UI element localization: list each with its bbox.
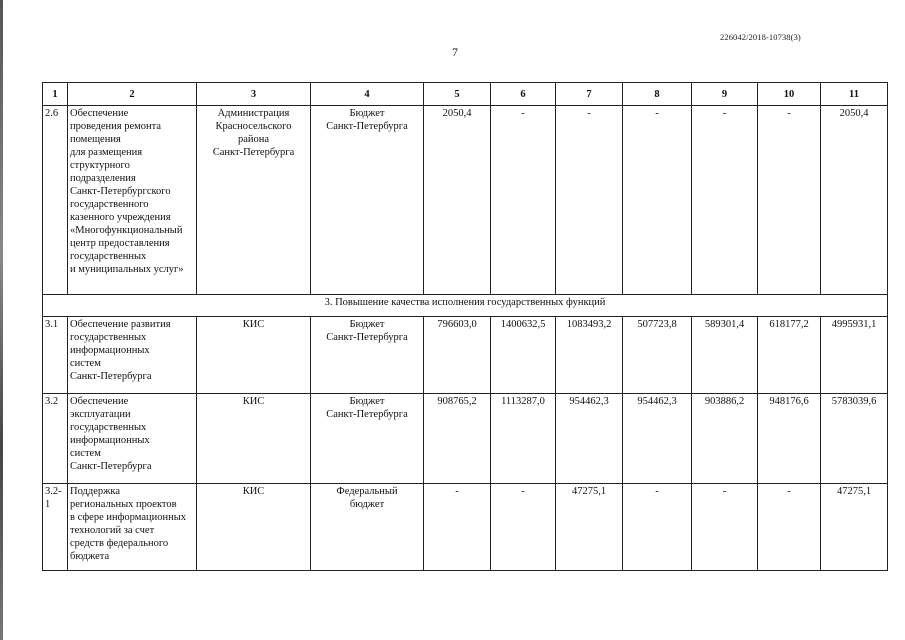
- value-cell: -: [491, 484, 556, 571]
- desc-line: государственных: [70, 332, 147, 343]
- desc-line: помещения: [70, 134, 121, 145]
- value-cell: 1400632,5: [491, 317, 556, 394]
- desc-line: технологий за счет: [70, 525, 155, 536]
- value-cell: 618177,2: [758, 317, 821, 394]
- table-row: [43, 317, 888, 394]
- row-executor: [197, 317, 311, 394]
- desc-line: для размещения: [70, 147, 143, 158]
- desc-line: государственного: [70, 199, 149, 210]
- value-cell: 47275,1: [556, 484, 623, 571]
- data-table: [42, 82, 888, 571]
- col-header: 1: [43, 83, 68, 106]
- col-header: 7: [556, 83, 623, 106]
- value-cell: -: [556, 106, 623, 295]
- desc-line: бюджета: [70, 551, 110, 562]
- row-source: [311, 317, 424, 394]
- value-cell: -: [623, 484, 692, 571]
- row-number: 3.1: [43, 317, 68, 394]
- desc-line: «Многофункциональный: [70, 225, 183, 236]
- desc-line: информационных: [70, 435, 150, 446]
- col-header: 4: [311, 83, 424, 106]
- header-row: [43, 83, 888, 106]
- row-source: [311, 484, 424, 571]
- row-executor: [197, 394, 311, 484]
- value-cell: 1113287,0: [491, 394, 556, 484]
- source-line: Федеральный: [336, 486, 398, 497]
- col-header: 3: [197, 83, 311, 106]
- desc-line: систем: [70, 358, 101, 369]
- executor-line: КИС: [242, 319, 265, 330]
- desc-line: и муниципальных услуг»: [70, 264, 184, 275]
- desc-line: систем: [70, 448, 101, 459]
- desc-line: Санкт-Петербургского: [70, 186, 171, 197]
- value-cell: 2050,4: [424, 106, 491, 295]
- desc-line: подразделения: [70, 173, 136, 184]
- value-cell: -: [692, 106, 758, 295]
- value-cell: -: [692, 484, 758, 571]
- row-description: [68, 317, 197, 394]
- table-row: [43, 106, 888, 295]
- desc-line: Санкт-Петербурга: [70, 461, 152, 472]
- desc-line: Обеспечение: [70, 108, 129, 119]
- col-header: 9: [692, 83, 758, 106]
- row-number: 3.2: [43, 394, 68, 484]
- executor-line: КИС: [242, 486, 265, 497]
- row-executor: [197, 484, 311, 571]
- section-row: [43, 295, 888, 317]
- row-description: [68, 106, 197, 295]
- desc-line: в сфере информационных: [70, 512, 187, 523]
- col-header: 11: [821, 83, 888, 106]
- value-cell: 5783039,6: [821, 394, 888, 484]
- source-line: бюджет: [349, 499, 385, 510]
- desc-line: структурного: [70, 160, 130, 171]
- executor-line: Администрация: [217, 108, 290, 119]
- section-title: 3. Повышение качества исполнения государственных функций: [43, 295, 888, 317]
- desc-line: Поддержка: [70, 486, 120, 497]
- value-cell: 948176,6: [758, 394, 821, 484]
- row-description: [68, 394, 197, 484]
- desc-line: центр предоставления: [70, 238, 170, 249]
- table-row: [43, 484, 888, 571]
- document-id: 226042/2018-10738(3): [720, 32, 801, 42]
- col-header: 10: [758, 83, 821, 106]
- executor-line: Красносельского: [215, 121, 292, 132]
- executor-line: КИС: [242, 396, 265, 407]
- row-number: 3.2- 1: [43, 484, 68, 571]
- col-header: 5: [424, 83, 491, 106]
- row-executor: [197, 106, 311, 295]
- row-source: [311, 394, 424, 484]
- value-cell: 2050,4: [821, 106, 888, 295]
- source-line: Санкт-Петербурга: [326, 332, 408, 343]
- source-line: Санкт-Петербурга: [326, 409, 408, 420]
- desc-line: проведения ремонта: [70, 121, 162, 132]
- executor-line: Санкт-Петербурга: [212, 147, 295, 158]
- value-cell: 903886,2: [692, 394, 758, 484]
- value-cell: 954462,3: [556, 394, 623, 484]
- value-cell: 954462,3: [623, 394, 692, 484]
- source-line: Санкт-Петербурга: [326, 121, 408, 132]
- desc-line: региональных проектов: [70, 499, 177, 510]
- value-cell: 908765,2: [424, 394, 491, 484]
- source-line: Бюджет: [349, 108, 385, 119]
- value-cell: 47275,1: [821, 484, 888, 571]
- source-line: Бюджет: [349, 319, 385, 330]
- col-header: 6: [491, 83, 556, 106]
- desc-line: государственных: [70, 251, 147, 262]
- value-cell: -: [623, 106, 692, 295]
- value-cell: 507723,8: [623, 317, 692, 394]
- value-cell: 4995931,1: [821, 317, 888, 394]
- page-number: 7: [452, 45, 458, 59]
- value-cell: 796603,0: [424, 317, 491, 394]
- row-number: 2.6: [43, 106, 68, 295]
- value-cell: 589301,4: [692, 317, 758, 394]
- row-description: [68, 484, 197, 571]
- desc-line: информационных: [70, 345, 150, 356]
- desc-line: Обеспечение: [70, 396, 129, 407]
- value-cell: 1083493,2: [556, 317, 623, 394]
- value-cell: -: [424, 484, 491, 571]
- value-cell: -: [758, 484, 821, 571]
- value-cell: -: [491, 106, 556, 295]
- desc-line: средств федерального: [70, 538, 169, 549]
- col-header: 8: [623, 83, 692, 106]
- row-source: [311, 106, 424, 295]
- desc-line: эксплуатации: [70, 409, 131, 420]
- source-line: Бюджет: [349, 396, 385, 407]
- col-header: 2: [68, 83, 197, 106]
- desc-line: государственных: [70, 422, 147, 433]
- executor-line: района: [237, 134, 270, 145]
- desc-line: Обеспечение развития: [70, 319, 171, 330]
- scan-edge: [0, 0, 3, 640]
- table-row: [43, 394, 888, 484]
- desc-line: казенного учреждения: [70, 212, 171, 223]
- value-cell: -: [758, 106, 821, 295]
- desc-line: Санкт-Петербурга: [70, 371, 152, 382]
